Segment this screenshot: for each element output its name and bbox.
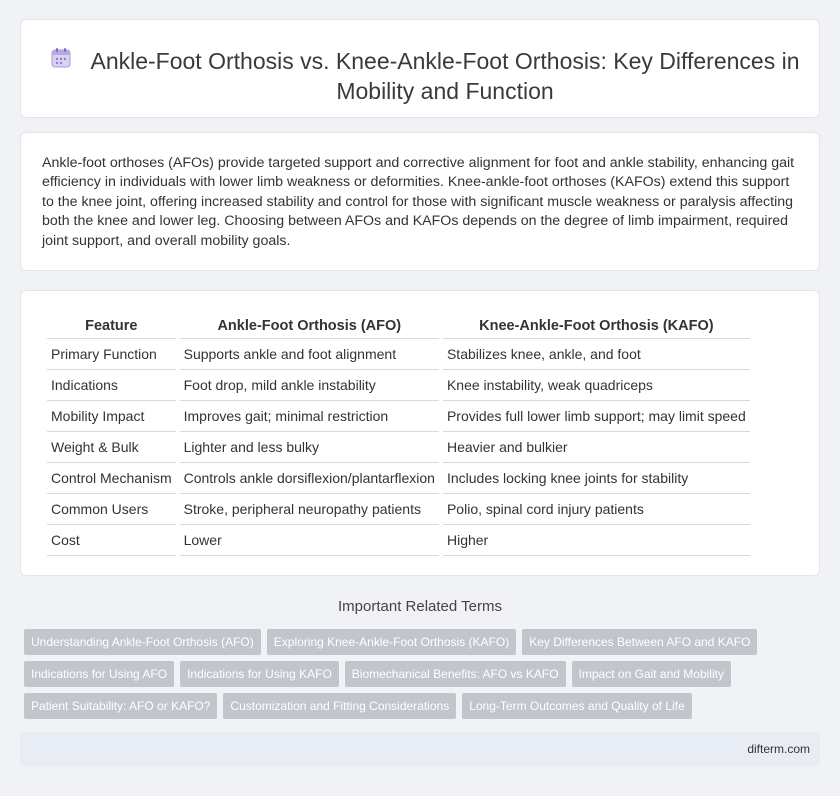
table-cell: Polio, spinal cord injury patients xyxy=(443,494,750,525)
table-cell: Lower xyxy=(180,525,439,556)
related-terms-list xyxy=(24,629,824,725)
related-term-tag[interactable]: Key Differences Between AFO and KAFO xyxy=(522,629,757,655)
table-cell: Indications xyxy=(47,370,176,401)
table-cell: Stroke, peripheral neuropathy patients xyxy=(180,494,439,525)
calendar-icon xyxy=(50,47,72,69)
related-term-tag[interactable]: Impact on Gait and Mobility xyxy=(572,661,731,687)
table-cell: Heavier and bulkier xyxy=(443,432,750,463)
table-row xyxy=(47,525,750,556)
table-cell: Primary Function xyxy=(47,339,176,370)
table-row xyxy=(47,432,750,463)
table-row xyxy=(47,494,750,525)
header-kafo: Knee-Ankle-Foot Orthosis (KAFO) xyxy=(443,313,750,339)
table-cell: Supports ankle and foot alignment xyxy=(180,339,439,370)
comparison-card xyxy=(20,290,820,576)
related-term-tag[interactable]: Indications for Using AFO xyxy=(24,661,174,687)
table-header-row xyxy=(47,313,750,339)
tag-row xyxy=(24,661,824,687)
header-afo: Ankle-Foot Orthosis (AFO) xyxy=(180,313,439,339)
table-cell: Stabilizes knee, ankle, and foot xyxy=(443,339,750,370)
title-card xyxy=(20,19,820,118)
table-cell: Knee instability, weak quadriceps xyxy=(443,370,750,401)
related-term-tag[interactable]: Long-Term Outcomes and Quality of Life xyxy=(462,693,691,719)
related-term-tag[interactable]: Biomechanical Benefits: AFO vs KAFO xyxy=(345,661,566,687)
table-row xyxy=(47,401,750,432)
table-cell: Improves gait; minimal restriction xyxy=(180,401,439,432)
page-title: Ankle-Foot Orthosis vs. Knee-Ankle-Foot Orthosis: Key Differences in Mobility and Function xyxy=(90,48,800,104)
related-term-tag[interactable]: Indications for Using KAFO xyxy=(180,661,339,687)
related-term-tag[interactable]: Patient Suitability: AFO or KAFO? xyxy=(24,693,217,719)
footer-site-link[interactable]: difterm.com xyxy=(747,742,810,756)
table-cell: Foot drop, mild ankle instability xyxy=(180,370,439,401)
related-term-tag[interactable]: Customization and Fitting Considerations xyxy=(223,693,456,719)
intro-card xyxy=(20,132,820,271)
table-cell: Control Mechanism xyxy=(47,463,176,494)
table-cell: Higher xyxy=(443,525,750,556)
table-row xyxy=(47,370,750,401)
header-feature: Feature xyxy=(47,313,176,339)
table-cell: Provides full lower limb support; may limit speed xyxy=(443,401,750,432)
table-cell: Common Users xyxy=(47,494,176,525)
related-term-tag[interactable]: Exploring Knee-Ankle-Foot Orthosis (KAFO) xyxy=(267,629,516,655)
table-row xyxy=(47,339,750,370)
table-cell: Lighter and less bulky xyxy=(180,432,439,463)
table-cell: Mobility Impact xyxy=(47,401,176,432)
comparison-table xyxy=(43,313,754,556)
related-term-tag[interactable]: Understanding Ankle-Foot Orthosis (AFO) xyxy=(24,629,261,655)
table-cell: Cost xyxy=(47,525,176,556)
intro-paragraph: Ankle-foot orthoses (AFOs) provide targeted support and corrective alignment for foot and ankle stability, enhancing gait efficiency in individuals with lower limb weakness or deformities. Knee-ankle-foot orthoses (KAFOs) extend this support to the knee joint, offering increased stability and control for those with significant muscle weakness or paralysis affecting both the knee and lower leg. Choosing between AFOs and KAFOs depends on the degree of limb impairment, required joint support, and overall mobility goals. xyxy=(42,155,795,249)
tag-row xyxy=(24,629,824,655)
table-cell: Weight & Bulk xyxy=(47,432,176,463)
related-terms-title: Important Related Terms xyxy=(338,598,502,615)
tag-row xyxy=(24,693,824,719)
table-cell: Controls ankle dorsiflexion/plantarflexion xyxy=(180,463,439,494)
footer xyxy=(20,732,820,766)
table-row xyxy=(47,463,750,494)
table-cell: Includes locking knee joints for stability xyxy=(443,463,750,494)
